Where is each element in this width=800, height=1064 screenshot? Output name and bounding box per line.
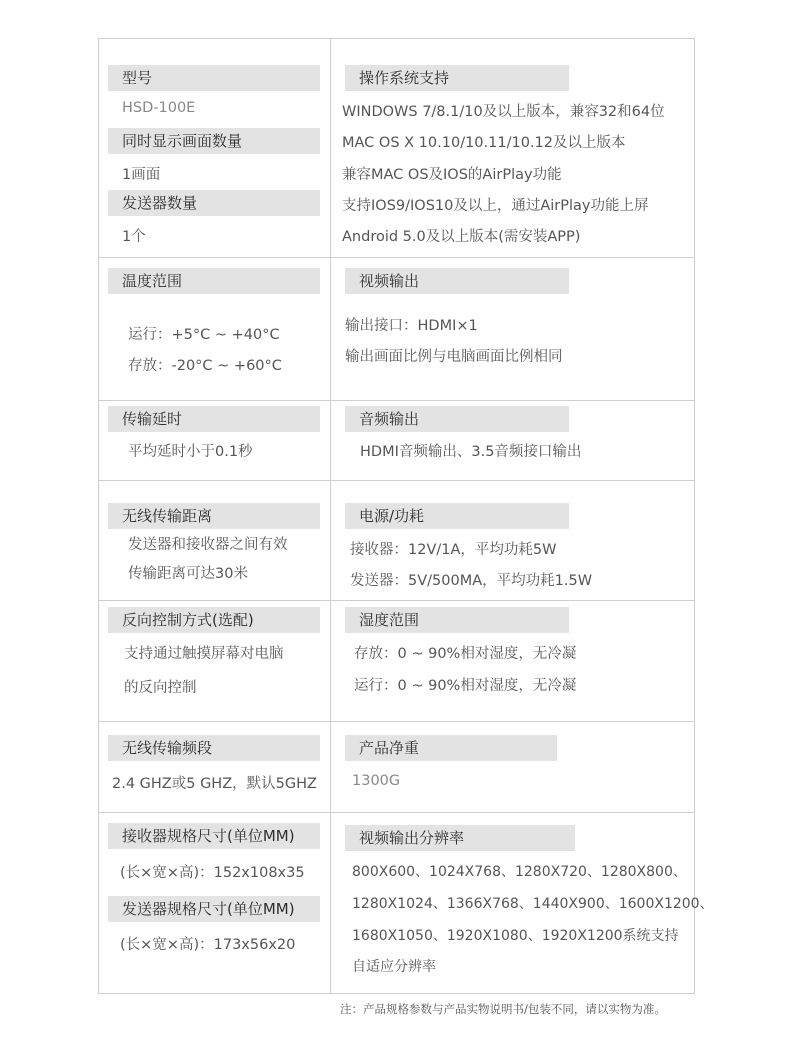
row-divider: [98, 480, 695, 481]
audio-output-label: 音频输出: [345, 406, 569, 432]
resolution-line: 自适应分辨率: [352, 959, 436, 975]
frequency-label: 无线传输频段: [108, 735, 320, 761]
transmitters-value: 1个: [122, 229, 146, 245]
delay-label: 传输延时: [108, 406, 320, 432]
distance-label: 无线传输距离: [108, 503, 320, 529]
humidity-line-1: 存放：0 ~ 90%相对湿度，无冷凝: [354, 646, 577, 662]
footnote: 注：产品规格参数与产品实物说明书/包装不同，请以实物为准。: [340, 1002, 666, 1016]
distance-line-1: 发送器和接收器之间有效: [128, 537, 288, 553]
power-line-1: 接收器：12V/1A，平均功耗5W: [350, 542, 557, 558]
temperature-store: 存放：-20°C ~ +60°C: [128, 358, 282, 374]
audio-output-value: HDMI音频输出、3.5音频接口输出: [360, 444, 582, 460]
sender-size-label: 发送器规格尺寸(单位MM): [108, 896, 320, 922]
os-support-line: MAC OS X 10.10/10.11/10.12及以上版本: [342, 135, 626, 151]
power-line-2: 发送器：5V/500MA，平均功耗1.5W: [350, 573, 593, 589]
os-support-label: 操作系统支持: [345, 65, 569, 91]
resolution-line: 800X600、1024X768、1280X720、1280X800、: [352, 864, 687, 880]
row-divider: [98, 400, 695, 401]
video-output-label: 视频输出: [345, 268, 569, 294]
row-divider: [98, 257, 695, 258]
os-support-line: 支持IOS9/IOS10及以上，通过AirPlay功能上屏: [342, 198, 649, 214]
reverse-control-line-1: 支持通过触摸屏幕对电脑: [124, 646, 284, 662]
reverse-control-line-2: 的反向控制: [124, 680, 197, 696]
humidity-label: 湿度范围: [345, 607, 569, 633]
row-divider: [98, 600, 695, 601]
receiver-size-label: 接收器规格尺寸(单位MM): [108, 823, 320, 849]
frequency-value: 2.4 GHZ或5 GHZ，默认5GHZ: [112, 776, 317, 792]
model-label: 型号: [108, 65, 320, 91]
os-support-line: WINDOWS 7/8.1/10及以上版本，兼容32和64位: [342, 104, 665, 120]
column-divider: [330, 38, 331, 994]
sender-size-value: (长×宽×高)：173x56x20: [120, 937, 296, 953]
delay-value: 平均延时小于0.1秒: [128, 444, 253, 460]
os-support-line: 兼容MAC OS及IOS的AirPlay功能: [342, 167, 562, 183]
screens-value: 1画面: [122, 167, 161, 183]
video-output-line-1: 输出接口：HDMI×1: [345, 318, 478, 334]
weight-value: 1300G: [352, 773, 401, 789]
row-divider: [98, 721, 695, 722]
weight-label: 产品净重: [345, 735, 557, 761]
model-value: HSD-100E: [122, 100, 196, 116]
receiver-size-value: (长×宽×高)：152x108x35: [120, 865, 305, 881]
distance-line-2: 传输距离可达30米: [128, 566, 248, 582]
os-support-line: Android 5.0及以上版本(需安装APP): [342, 229, 581, 245]
transmitters-label: 发送器数量: [108, 190, 320, 216]
screens-label: 同时显示画面数量: [108, 128, 320, 154]
temperature-run: 运行：+5°C ~ +40°C: [128, 327, 280, 343]
resolution-line: 1680X1050、1920X1080、1920X1200系统支持: [352, 928, 679, 944]
row-divider: [98, 812, 695, 813]
power-label: 电源/功耗: [345, 503, 569, 529]
resolution-line: 1280X1024、1366X768、1440X900、1600X1200、: [352, 896, 714, 912]
resolution-label: 视频输出分辨率: [345, 825, 575, 851]
humidity-line-2: 运行：0 ~ 90%相对湿度，无冷凝: [354, 678, 577, 694]
temperature-label: 温度范围: [108, 268, 320, 294]
video-output-line-2: 输出画面比例与电脑画面比例相同: [345, 349, 563, 365]
reverse-control-label: 反向控制方式(选配): [108, 607, 320, 633]
